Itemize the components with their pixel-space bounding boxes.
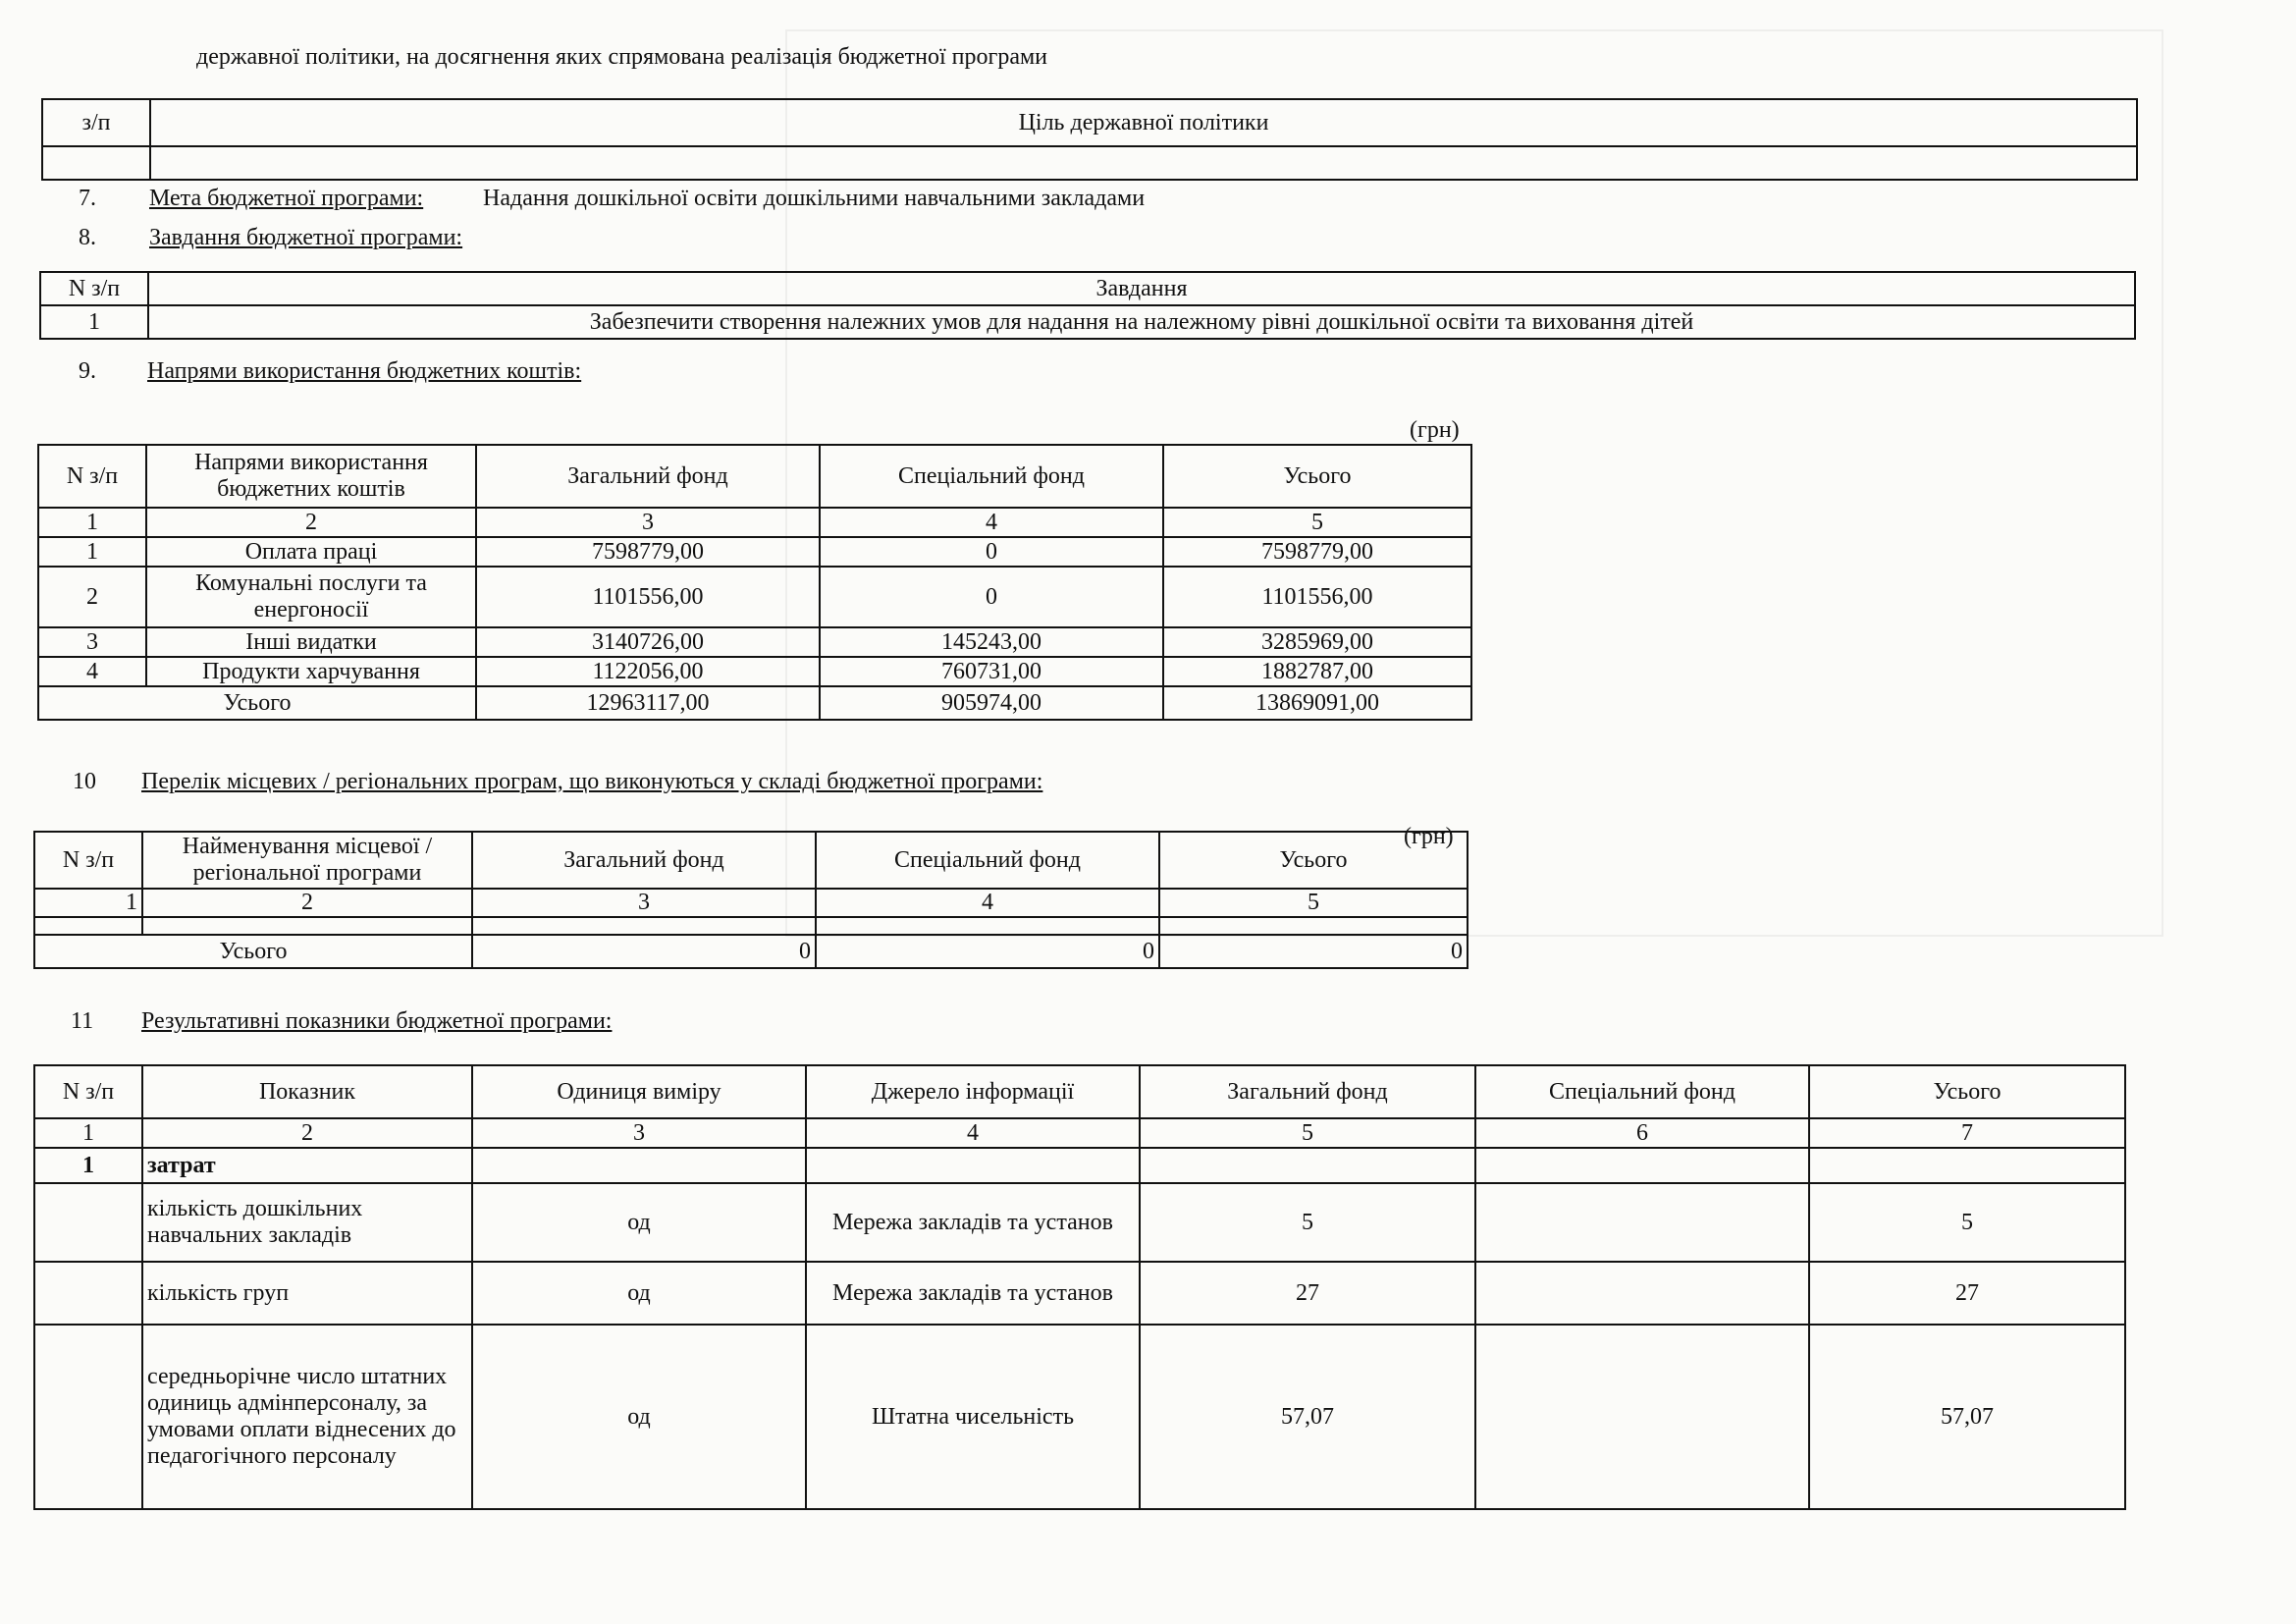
- dir-row-name: Оплата праці: [146, 537, 476, 567]
- goal-col-title: Ціль державної політики: [150, 99, 2137, 146]
- section-10-label: Перелік місцевих / регіональних програм, що виконуються у складі бюджетної програми:: [141, 769, 1043, 794]
- section-9-label: Напрями використання бюджетних коштів:: [147, 358, 582, 384]
- dir-row-special: 0: [820, 537, 1163, 567]
- prog-colnum-3: 3: [472, 889, 816, 917]
- ind-row-source: Штатна чисельність: [806, 1325, 1140, 1509]
- ind-group-name: затрат: [142, 1148, 472, 1183]
- ind-row-name: середньорічне число штатних одиниць адмінперсоналу, за умовами оплати віднесених до педагогічного персоналу: [142, 1325, 472, 1509]
- dir-row-general: 3140726,00: [476, 627, 820, 657]
- dir-h-special: Спеціальний фонд: [820, 445, 1163, 508]
- ind-colnum-4: 4: [806, 1118, 1140, 1148]
- ind-h-source: Джерело інформації: [806, 1065, 1140, 1118]
- section-7-text: Надання дошкільної освіти дошкільними навчальними закладами: [483, 186, 1146, 211]
- task-num: 1: [40, 305, 148, 339]
- dir-h-name: Напрями використання бюджетних коштів: [146, 445, 476, 508]
- ind-row-unit: од: [472, 1262, 806, 1325]
- section-6-heading: державної політики, на досягнення яких спрямована реалізація бюджетної програми: [196, 44, 1047, 70]
- ind-row-name: кількість груп: [142, 1262, 472, 1325]
- dir-colnum-4: 4: [820, 508, 1163, 537]
- goal-empty-num: [42, 146, 150, 180]
- table-group-row: [34, 1148, 2125, 1183]
- ind-colnum-1: 1: [34, 1118, 142, 1148]
- section-7-label: Мета бюджетної програми:: [149, 186, 424, 211]
- dir-colnum-5: 5: [1163, 508, 1471, 537]
- ind-row-special: [1475, 1183, 1809, 1262]
- prog-h-special: Спеціальний фонд: [816, 832, 1159, 889]
- dir-row-total: 3285969,00: [1163, 627, 1471, 657]
- ind-row-name: кількість дошкільних навчальних закладів: [142, 1183, 472, 1262]
- goal-empty-cell: [150, 146, 2137, 180]
- dir-row-total: 7598779,00: [1163, 537, 1471, 567]
- dir-h-num: N з/п: [38, 445, 146, 508]
- dir-row-name: Інші видатки: [146, 627, 476, 657]
- section-9-unit: (грн): [1410, 417, 1460, 443]
- ind-colnum-6: 6: [1475, 1118, 1809, 1148]
- ind-h-total: Усього: [1809, 1065, 2125, 1118]
- dir-row-special: 145243,00: [820, 627, 1163, 657]
- prog-colnum-1: 1: [34, 889, 142, 917]
- dir-row-total: 1882787,00: [1163, 657, 1471, 686]
- local-programs-table: [33, 831, 1468, 969]
- ind-row-total: 5: [1809, 1183, 2125, 1262]
- performance-indicators-table: [33, 1064, 2126, 1510]
- dir-row-num: 1: [38, 537, 146, 567]
- table-row: [34, 1262, 2125, 1325]
- tasks-table: [39, 271, 2136, 340]
- prog-total-total: 0: [1159, 935, 1468, 968]
- table-row: [34, 1325, 2125, 1509]
- dir-total-special: 905974,00: [820, 686, 1163, 720]
- prog-total-label: Усього: [34, 935, 472, 968]
- dir-row-special: 760731,00: [820, 657, 1163, 686]
- dir-row-total: 1101556,00: [1163, 567, 1471, 627]
- prog-colnum-4: 4: [816, 889, 1159, 917]
- section-8-label: Завдання бюджетної програми:: [149, 225, 463, 250]
- dir-row-general: 7598779,00: [476, 537, 820, 567]
- prog-total-special: 0: [816, 935, 1159, 968]
- prog-total-general: 0: [472, 935, 816, 968]
- table-row: [38, 627, 1471, 657]
- section-11-label: Результативні показники бюджетної програми:: [141, 1008, 613, 1034]
- dir-row-name: Комунальні послуги та енергоносії: [146, 567, 476, 627]
- ind-row-unit: од: [472, 1325, 806, 1509]
- table-total-row: [34, 935, 1468, 968]
- dir-row-general: 1101556,00: [476, 567, 820, 627]
- prog-h-general: Загальний фонд: [472, 832, 816, 889]
- ind-row-total: 57,07: [1809, 1325, 2125, 1509]
- dir-row-special: 0: [820, 567, 1163, 627]
- ind-group-num: 1: [34, 1148, 142, 1183]
- ind-colnum-7: 7: [1809, 1118, 2125, 1148]
- dir-colnum-2: 2: [146, 508, 476, 537]
- section-8-number: 8.: [79, 225, 96, 250]
- table-row: [38, 537, 1471, 567]
- policy-goal-table: [41, 98, 2138, 181]
- table-row: [40, 305, 2135, 339]
- section-11-number: 11: [71, 1008, 94, 1034]
- tasks-col-task: Завдання: [148, 272, 2135, 305]
- ind-h-unit: Одиниця виміру: [472, 1065, 806, 1118]
- prog-colnum-5: 5: [1159, 889, 1468, 917]
- tasks-col-num: N з/п: [40, 272, 148, 305]
- table-row: [38, 567, 1471, 627]
- dir-row-name: Продукти харчування: [146, 657, 476, 686]
- section-9-number: 9.: [79, 358, 96, 384]
- ind-row-unit: од: [472, 1183, 806, 1262]
- section-7-number: 7.: [79, 186, 96, 211]
- dir-colnum-3: 3: [476, 508, 820, 537]
- ind-row-source: Мережа закладів та установ: [806, 1262, 1140, 1325]
- goal-col-num: з/п: [42, 99, 150, 146]
- ind-h-general: Загальний фонд: [1140, 1065, 1475, 1118]
- ind-row-total: 27: [1809, 1262, 2125, 1325]
- ind-row-general: 57,07: [1140, 1325, 1475, 1509]
- ind-colnum-5: 5: [1140, 1118, 1475, 1148]
- ind-row-general: 5: [1140, 1183, 1475, 1262]
- dir-total-general: 12963117,00: [476, 686, 820, 720]
- table-total-row: [38, 686, 1471, 720]
- section-10-unit: (грн): [1404, 824, 1454, 849]
- table-row: [34, 917, 1468, 935]
- dir-row-general: 1122056,00: [476, 657, 820, 686]
- dir-h-general: Загальний фонд: [476, 445, 820, 508]
- dir-total-total: 13869091,00: [1163, 686, 1471, 720]
- ind-colnum-3: 3: [472, 1118, 806, 1148]
- dir-row-num: 2: [38, 567, 146, 627]
- dir-colnum-1: 1: [38, 508, 146, 537]
- ind-row-special: [1475, 1325, 1809, 1509]
- dir-row-num: 3: [38, 627, 146, 657]
- ind-row-special: [1475, 1262, 1809, 1325]
- prog-h-total: Усього: [1159, 832, 1468, 889]
- task-text: Забезпечити створення належних умов для надання на належному рівні дошкільної освіти та виховання дітей: [148, 305, 2135, 339]
- prog-colnum-2: 2: [142, 889, 472, 917]
- section-10-number: 10: [73, 769, 96, 794]
- dir-total-label: Усього: [38, 686, 476, 720]
- ind-h-special: Спеціальний фонд: [1475, 1065, 1809, 1118]
- ind-row-general: 27: [1140, 1262, 1475, 1325]
- dir-h-total: Усього: [1163, 445, 1471, 508]
- ind-h-name: Показник: [142, 1065, 472, 1118]
- prog-h-name: Найменування місцевої / регіональної програми: [142, 832, 472, 889]
- table-row: [38, 657, 1471, 686]
- ind-h-num: N з/п: [34, 1065, 142, 1118]
- dir-row-num: 4: [38, 657, 146, 686]
- ind-row-source: Мережа закладів та установ: [806, 1183, 1140, 1262]
- table-row: [34, 1183, 2125, 1262]
- prog-h-num: N з/п: [34, 832, 142, 889]
- ind-colnum-2: 2: [142, 1118, 472, 1148]
- budget-directions-table: [37, 444, 1472, 721]
